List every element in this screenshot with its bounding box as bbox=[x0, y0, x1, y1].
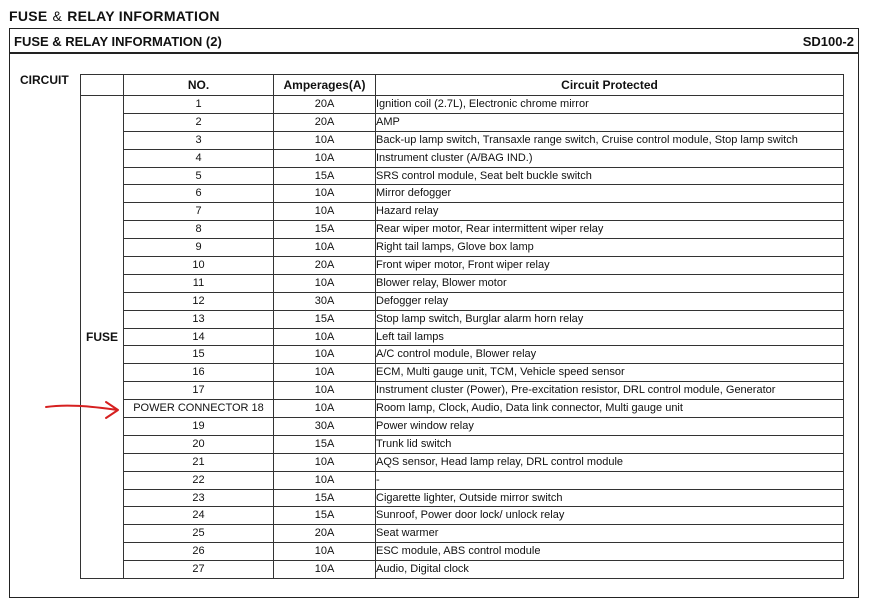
fuse-number: 7 bbox=[124, 203, 274, 221]
fuse-amperage: 10A bbox=[274, 543, 376, 561]
table-row bbox=[81, 149, 844, 167]
fuse-number: 11 bbox=[124, 274, 274, 292]
fuse-number: 3 bbox=[124, 131, 274, 149]
fuse-amperage: 10A bbox=[274, 561, 376, 579]
table-row bbox=[81, 382, 844, 400]
fuse-number: 22 bbox=[124, 471, 274, 489]
fuse-number: 23 bbox=[124, 489, 274, 507]
table-row bbox=[81, 274, 844, 292]
circuit-protected: Audio, Digital clock bbox=[376, 561, 844, 579]
document-title bbox=[9, 8, 220, 24]
circuit-protected: Rear wiper motor, Rear intermittent wiper relay bbox=[376, 221, 844, 239]
fuse-amperage: 10A bbox=[274, 203, 376, 221]
fuse-number: 14 bbox=[124, 328, 274, 346]
fuse-number: 25 bbox=[124, 525, 274, 543]
table-row bbox=[81, 257, 844, 275]
fuse-amperage: 20A bbox=[274, 113, 376, 131]
column-header-no: NO. bbox=[124, 75, 274, 96]
fuse-number: POWER CONNECTOR 18 bbox=[124, 400, 274, 418]
circuit-protected: Stop lamp switch, Burglar alarm horn relay bbox=[376, 310, 844, 328]
circuit-protected: Room lamp, Clock, Audio, Data link connector, Multi gauge unit bbox=[376, 400, 844, 418]
fuse-number: 4 bbox=[124, 149, 274, 167]
circuit-protected: SRS control module, Seat belt buckle switch bbox=[376, 167, 844, 185]
fuse-amperage: 10A bbox=[274, 185, 376, 203]
table-row bbox=[81, 131, 844, 149]
fuse-amperage: 15A bbox=[274, 507, 376, 525]
circuit-protected: ECM, Multi gauge unit, TCM, Vehicle speed sensor bbox=[376, 364, 844, 382]
fuse-amperage: 10A bbox=[274, 131, 376, 149]
table-row bbox=[81, 507, 844, 525]
fuse-amperage: 30A bbox=[274, 418, 376, 436]
fuse-number: 27 bbox=[124, 561, 274, 579]
fuse-amperage: 15A bbox=[274, 489, 376, 507]
circuit-protected: Sunroof, Power door lock/ unlock relay bbox=[376, 507, 844, 525]
table-row bbox=[81, 310, 844, 328]
circuit-protected: A/C control module, Blower relay bbox=[376, 346, 844, 364]
table-row bbox=[81, 96, 844, 114]
fuse-number: 12 bbox=[124, 292, 274, 310]
fuse-number: 19 bbox=[124, 418, 274, 436]
table-row bbox=[81, 525, 844, 543]
fuse-amperage: 15A bbox=[274, 167, 376, 185]
circuit-protected: Power window relay bbox=[376, 418, 844, 436]
table-row bbox=[81, 435, 844, 453]
fuse-amperage: 10A bbox=[274, 239, 376, 257]
fuse-number: 10 bbox=[124, 257, 274, 275]
fuse-number: 2 bbox=[124, 113, 274, 131]
column-header-amperage: Amperages(A) bbox=[274, 75, 376, 96]
circuit-protected: ESC module, ABS control module bbox=[376, 543, 844, 561]
circuit-protected: Seat warmer bbox=[376, 525, 844, 543]
fuse-number: 24 bbox=[124, 507, 274, 525]
fuse-number: 26 bbox=[124, 543, 274, 561]
circuit-label: CIRCUIT bbox=[20, 73, 69, 87]
fuse-amperage: 10A bbox=[274, 274, 376, 292]
table-row bbox=[81, 328, 844, 346]
fuse-amperage: 15A bbox=[274, 310, 376, 328]
circuit-protected: Instrument cluster (A/BAG IND.) bbox=[376, 149, 844, 167]
fuse-amperage: 10A bbox=[274, 382, 376, 400]
table-row bbox=[81, 364, 844, 382]
table-row bbox=[81, 400, 844, 418]
circuit-protected: Hazard relay bbox=[376, 203, 844, 221]
column-header-circuit: Circuit Protected bbox=[376, 75, 844, 96]
fuse-number: 20 bbox=[124, 435, 274, 453]
category-fuse-label: FUSE bbox=[81, 96, 124, 579]
fuse-number: 16 bbox=[124, 364, 274, 382]
fuse-table bbox=[80, 74, 844, 579]
fuse-amperage: 10A bbox=[274, 346, 376, 364]
annotation-arrow-icon bbox=[44, 398, 124, 422]
fuse-amperage: 10A bbox=[274, 453, 376, 471]
document-code: SD100-2 bbox=[802, 34, 854, 49]
circuit-protected: Mirror defogger bbox=[376, 185, 844, 203]
title-right: RELAY INFORMATION bbox=[67, 8, 220, 24]
fuse-amperage: 30A bbox=[274, 292, 376, 310]
table-row bbox=[81, 471, 844, 489]
fuse-number: 1 bbox=[124, 96, 274, 114]
circuit-protected: Left tail lamps bbox=[376, 328, 844, 346]
table-row bbox=[81, 292, 844, 310]
fuse-amperage: 10A bbox=[274, 364, 376, 382]
table-row bbox=[81, 453, 844, 471]
fuse-amperage: 20A bbox=[274, 96, 376, 114]
fuse-amperage: 10A bbox=[274, 400, 376, 418]
circuit-protected: Right tail lamps, Glove box lamp bbox=[376, 239, 844, 257]
table-row bbox=[81, 113, 844, 131]
fuse-number: 8 bbox=[124, 221, 274, 239]
fuse-amperage: 10A bbox=[274, 149, 376, 167]
circuit-protected: Front wiper motor, Front wiper relay bbox=[376, 257, 844, 275]
section-title: FUSE & RELAY INFORMATION (2) bbox=[14, 34, 222, 49]
fuse-amperage: 15A bbox=[274, 221, 376, 239]
table-row bbox=[81, 489, 844, 507]
table-row bbox=[81, 418, 844, 436]
fuse-number: 15 bbox=[124, 346, 274, 364]
title-left: FUSE bbox=[9, 8, 48, 24]
circuit-protected: Blower relay, Blower motor bbox=[376, 274, 844, 292]
fuse-amperage: 20A bbox=[274, 525, 376, 543]
table-row bbox=[81, 346, 844, 364]
section-header bbox=[10, 29, 858, 54]
circuit-protected: Instrument cluster (Power), Pre-excitation resistor, DRL control module, Generator bbox=[376, 382, 844, 400]
circuit-protected: Defogger relay bbox=[376, 292, 844, 310]
title-ampersand: & bbox=[52, 8, 63, 24]
circuit-protected: - bbox=[376, 471, 844, 489]
fuse-amperage: 10A bbox=[274, 471, 376, 489]
circuit-protected: AQS sensor, Head lamp relay, DRL control module bbox=[376, 453, 844, 471]
circuit-protected: Trunk lid switch bbox=[376, 435, 844, 453]
fuse-number: 13 bbox=[124, 310, 274, 328]
circuit-protected: Back-up lamp switch, Transaxle range switch, Cruise control module, Stop lamp switch bbox=[376, 131, 844, 149]
fuse-number: 21 bbox=[124, 453, 274, 471]
table-row bbox=[81, 203, 844, 221]
table-header-row bbox=[81, 75, 844, 96]
fuse-amperage: 10A bbox=[274, 328, 376, 346]
table-row bbox=[81, 543, 844, 561]
table-row bbox=[81, 239, 844, 257]
circuit-protected: Cigarette lighter, Outside mirror switch bbox=[376, 489, 844, 507]
circuit-protected: AMP bbox=[376, 113, 844, 131]
fuse-number: 6 bbox=[124, 185, 274, 203]
fuse-amperage: 20A bbox=[274, 257, 376, 275]
fuse-number: 9 bbox=[124, 239, 274, 257]
table-row bbox=[81, 221, 844, 239]
table-row bbox=[81, 185, 844, 203]
circuit-protected: Ignition coil (2.7L), Electronic chrome mirror bbox=[376, 96, 844, 114]
fuse-number: 5 bbox=[124, 167, 274, 185]
fuse-number: 17 bbox=[124, 382, 274, 400]
category-header bbox=[81, 75, 124, 96]
table-row bbox=[81, 561, 844, 579]
table-row bbox=[81, 167, 844, 185]
fuse-amperage: 15A bbox=[274, 435, 376, 453]
